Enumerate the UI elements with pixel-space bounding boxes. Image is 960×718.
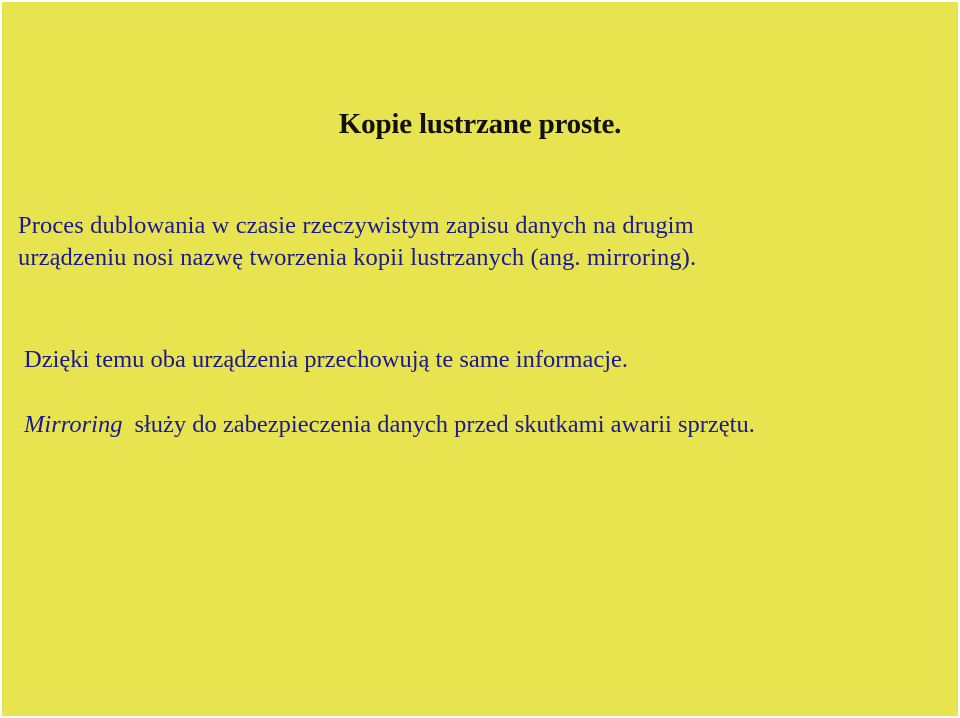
slide-title: Kopie lustrzane proste. bbox=[338, 108, 622, 140]
paragraph-text: służy do zabezpieczenia danych przed skutkami awarii sprzętu. bbox=[134, 411, 755, 438]
paragraph-same-information: Dzięki temu oba urządzenia przechowują te same informacje. bbox=[24, 346, 629, 373]
paragraph-line: urządzeniu nosi nazwę tworzenia kopii lustrzanych (ang. mirroring). bbox=[18, 244, 697, 271]
paragraph-mirroring-definition bbox=[18, 210, 942, 274]
paragraph-line: Proces dublowania w czasie rzeczywistym zapisu danych na drugim bbox=[18, 212, 694, 239]
mirroring-term: Mirroring bbox=[24, 411, 123, 438]
paragraph-mirroring-purpose bbox=[24, 409, 942, 441]
slide bbox=[2, 2, 958, 716]
